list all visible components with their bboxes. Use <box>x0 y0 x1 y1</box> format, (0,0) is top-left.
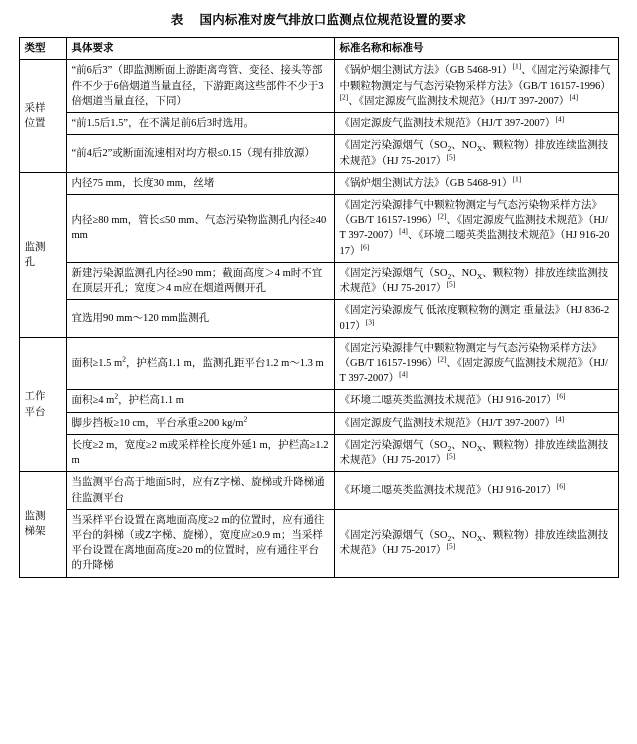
table-row <box>19 434 618 471</box>
table-row <box>19 113 618 135</box>
table-row <box>19 509 618 577</box>
standard-cell: 《固定源废气监测技术规范》（HJ/T 397-2007）[4] <box>334 412 618 434</box>
table-header-row <box>19 38 618 60</box>
table-row <box>19 472 618 509</box>
requirement-cell: 面积≥1.5 $m^2$，护栏高1.1 m，监测孔距平台1.2 m～1.3 m <box>66 337 334 390</box>
table-body <box>19 60 618 577</box>
requirement-cell: “前1.5后1.5”，在不满足前6后3时选用。 <box>66 113 334 135</box>
column-header-requirement: 具体要求 <box>66 38 334 60</box>
requirement-cell: 当采样平台设置在离地面高度≥2 m的位置时，应有通往平台的斜梯（或Z字梯、旋梯），宽度应≥0.9 m；当采样平台设置在离地面高度≥20 m的位置时，应有通往平台的升降梯 <box>66 509 334 577</box>
requirement-cell: 内径75 mm，长度30 mm，丝堵 <box>66 172 334 194</box>
standard-cell: 《固定污染源烟气（$SO_2$、$NO_X$、颗粒物）排放连续监测技术规范》（HJ 75-2017）[5] <box>334 262 618 299</box>
standard-cell: 《固定污染源排气中颗粒物测定与气态污染物采样方法》（GB/T 16157-1996）[2]、《固定源废气监测技术规范》（HJ/T 397-2007）[4]、《环境二噁英类监测技术规范》（HJ 916-2017）[6] <box>334 195 618 263</box>
table-row <box>19 337 618 390</box>
requirement-cell: “前6后3”（即监测断面上游距离弯管、变径、接头等部件不少于6倍烟道当量直径，下游距离这些部件不少于3倍烟道当量直径，下同） <box>66 60 334 113</box>
category-cell-work-platform: 工作 平台 <box>19 337 66 472</box>
standard-cell: 《锅炉烟尘测试方法》（GB 5468-91）[1]、《固定污染源排气中颗粒物测定与气态污染物采样方法》（GB/T 16157-1996）[2]、《固定源废气监测技术规范》（HJ/T 397-2007）[4] <box>334 60 618 113</box>
caption-title: 国内标准对废气排放口监测点位规范设置的要求 <box>199 13 467 27</box>
column-header-standard: 标准名称和标准号 <box>334 38 618 60</box>
table-row <box>19 300 618 337</box>
requirement-cell: 面积≥4 $m^2$，护栏高1.1 m <box>66 390 334 412</box>
caption-label: 表 <box>170 13 184 27</box>
category-cell-sampling-location: 采样 位置 <box>19 60 66 172</box>
requirement-cell: 脚步挡板≥10 cm，平台承重≥200 $kg/m^2$ <box>66 412 334 434</box>
standard-cell: 《固定源废气监测技术规范》（HJ/T 397-2007）[4] <box>334 113 618 135</box>
requirement-cell: 宜选用90 mm～120 mm监测孔 <box>66 300 334 337</box>
standard-cell: 《锅炉烟尘测试方法》（GB 5468-91）[1] <box>334 172 618 194</box>
standard-cell: 《固定污染源废气 低浓度颗粒物的测定 重量法》（HJ 836-2017）[3] <box>334 300 618 337</box>
table-row <box>19 135 618 172</box>
standard-cell: 《环境二噁英类监测技术规范》（HJ 916-2017）[6] <box>334 472 618 509</box>
requirement-cell: 新建污染源监测孔内径≥90 mm；截面高度＞4 m时不宜在顶层开孔；宽度＞4 m应在烟道两侧开孔 <box>66 262 334 299</box>
table-row <box>19 172 618 194</box>
table-row <box>19 390 618 412</box>
table-row <box>19 60 618 113</box>
category-cell-monitoring-ladder: 监测 梯架 <box>19 472 66 577</box>
category-cell-monitoring-hole: 监测 孔 <box>19 172 66 337</box>
requirement-cell: 内径≥80 mm，管长≤50 mm、气态污染物监测孔内径≥40 mm <box>66 195 334 263</box>
requirements-table <box>19 37 619 577</box>
standard-cell: 《环境二噁英类监测技术规范》（HJ 916-2017）[6] <box>334 390 618 412</box>
standard-cell: 《固定污染源烟气（$SO_2$、$NO_X$、颗粒物）排放连续监测技术规范》（HJ 75-2017）[5] <box>334 135 618 172</box>
table-caption <box>0 0 637 37</box>
standard-cell: 《固定污染源排气中颗粒物测定与气态污染物采样方法》（GB/T 16157-1996）[2]、《固定源废气监测技术规范》（HJ/T 397-2007）[4] <box>334 337 618 390</box>
requirement-cell: 当监测平台高于地面5时，应有Z字梯、旋梯或升降梯通往监测平台 <box>66 472 334 509</box>
requirement-cell: “前4后2”或断面流速相对均方根≤0.15（现有排放源） <box>66 135 334 172</box>
table-row <box>19 195 618 263</box>
standard-cell: 《固定污染源烟气（$SO_2$、$NO_X$、颗粒物）排放连续监测技术规范》（HJ 75-2017）[5] <box>334 509 618 577</box>
standard-cell: 《固定污染源烟气（$SO_2$、$NO_X$、颗粒物）排放连续监测技术规范》（HJ 75-2017）[5] <box>334 434 618 471</box>
table-row <box>19 262 618 299</box>
requirement-cell: 长度≥2 m，宽度≥2 m或采样栓长度外延1 m，护栏高≥1.2 m <box>66 434 334 471</box>
column-header-type: 类型 <box>19 38 66 60</box>
table-row <box>19 412 618 434</box>
